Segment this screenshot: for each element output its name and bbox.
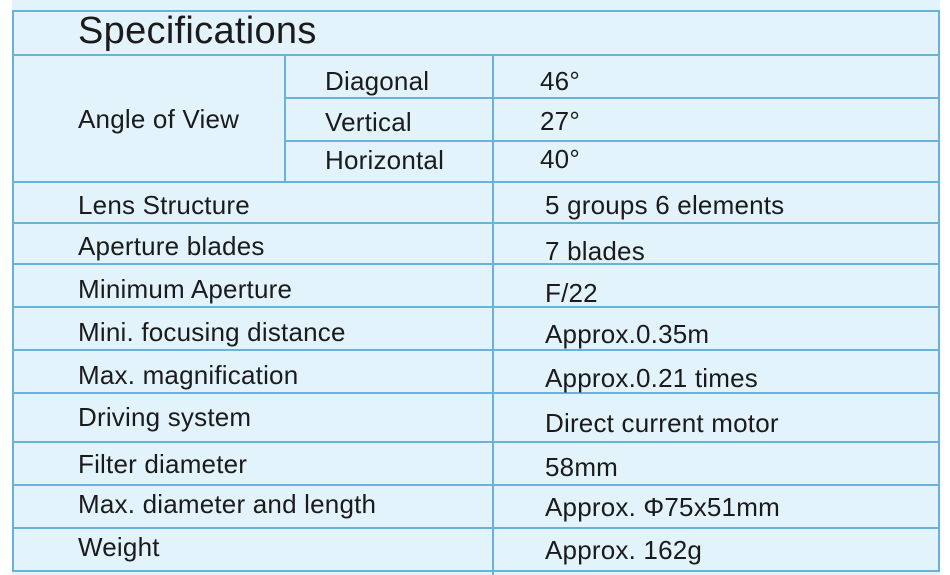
- angle-subrow-divider: [284, 140, 940, 142]
- row-divider: [12, 181, 940, 183]
- title-divider: [12, 54, 940, 56]
- spec-label-lens-structure: Lens Structure: [78, 190, 250, 220]
- table-border-left: [12, 10, 14, 572]
- angle-value-vertical: 27°: [540, 106, 580, 136]
- row-divider: [12, 306, 940, 308]
- angle-value-diagonal: 46°: [540, 66, 580, 96]
- row-divider: [12, 441, 940, 443]
- row-divider: [12, 263, 940, 265]
- table-border-right: [938, 10, 940, 572]
- spec-value-max-diameter-and-length: Approx. Φ75x51mm: [545, 492, 780, 522]
- spec-label-mini-focusing-distance: Mini. focusing distance: [78, 317, 346, 347]
- spec-label-aperture-blades: Aperture blades: [78, 231, 265, 261]
- row-divider: [12, 349, 940, 351]
- spec-label-max-magnification: Max. magnification: [78, 360, 299, 390]
- value-column-divider: [492, 54, 494, 575]
- angle-of-view-label: Angle of View: [78, 104, 240, 134]
- spec-value-max-magnification: Approx.0.21 times: [545, 363, 758, 393]
- spec-label-weight: Weight: [78, 532, 160, 562]
- spec-value-minimum-aperture: F/22: [545, 278, 598, 308]
- spec-value-lens-structure: 5 groups 6 elements: [545, 190, 785, 220]
- spec-value-aperture-blades: 7 blades: [545, 236, 645, 266]
- spec-label-driving-system: Driving system: [78, 402, 252, 432]
- page-title: Specifications: [78, 10, 317, 52]
- spec-value-driving-system: Direct current motor: [545, 408, 779, 438]
- angle-sublabel-diagonal: Diagonal: [325, 66, 430, 96]
- row-divider: [12, 484, 940, 486]
- angle-sublabel-divider: [284, 54, 286, 183]
- row-divider: [12, 527, 940, 529]
- spec-label-max-diameter-and-length: Max. diameter and length: [78, 489, 377, 519]
- row-divider: [12, 570, 940, 572]
- angle-sublabel-horizontal: Horizontal: [325, 145, 445, 175]
- angle-sublabel-vertical: Vertical: [325, 107, 412, 137]
- spec-value-mini-focusing-distance: Approx.0.35m: [545, 319, 710, 349]
- row-divider: [12, 392, 940, 394]
- row-divider: [12, 222, 940, 224]
- spec-value-filter-diameter: 58mm: [545, 452, 619, 482]
- angle-subrow-divider: [284, 97, 940, 99]
- angle-value-horizontal: 40°: [540, 144, 580, 174]
- spec-label-minimum-aperture: Minimum Aperture: [78, 274, 293, 304]
- spec-label-filter-diameter: Filter diameter: [78, 449, 248, 479]
- spec-value-weight: Approx. 162g: [545, 535, 703, 565]
